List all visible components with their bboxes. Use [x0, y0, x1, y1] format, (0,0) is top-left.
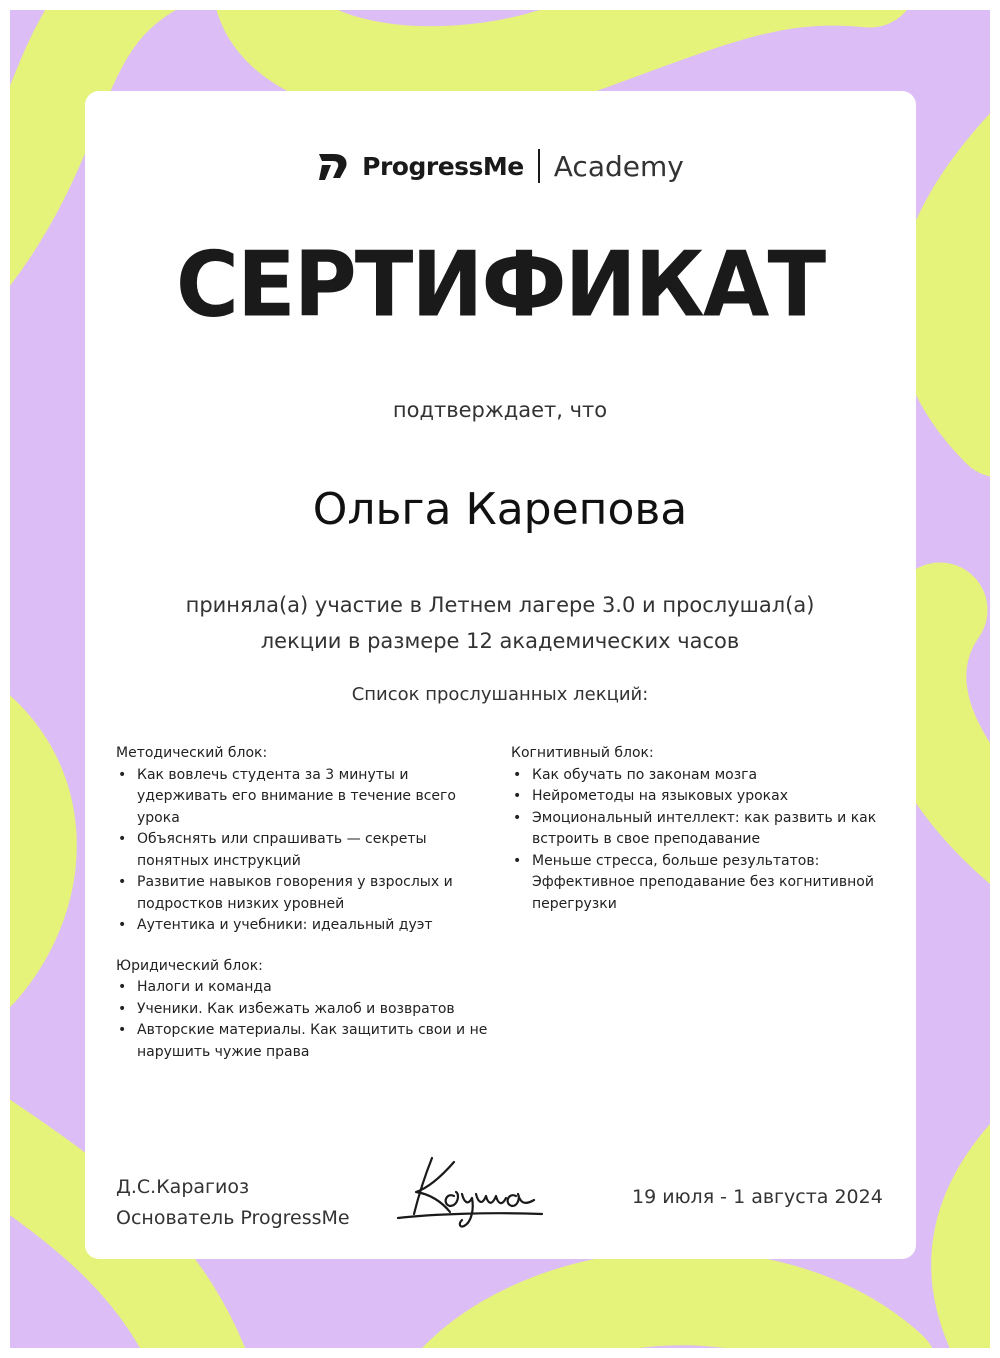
list-item: • Авторские материалы. Как защитить свои и не нарушить чужие права: [116, 1020, 496, 1063]
legal-block-title: Юридический блок:: [116, 957, 263, 974]
legal-block-list: [116, 977, 496, 1063]
certificate-title: СЕРТИФИКАТ: [175, 232, 825, 338]
list-item: • Как обучать по законам мозга: [511, 765, 891, 787]
lectures-left-column: [116, 743, 496, 1063]
lectures-right-column: [511, 743, 891, 915]
list-item: • Эмоциональный интеллект: как развить и как встроить в свое преподавание: [511, 808, 891, 851]
progressme-logo-icon: [316, 148, 352, 184]
list-item: • Меньше стресса, больше результатов: Эффективное преподавание без когнитивной перегрузки: [511, 851, 891, 916]
event-dates: 19 июля - 1 августа 2024: [632, 1186, 883, 1208]
list-item: • Развитие навыков говорения у взрослых и подростков низких уровней: [116, 872, 496, 915]
list-item: • Аутентика и учебники: идеальный дуэт: [116, 915, 496, 937]
signer-name: Д.С.Карагиоз: [116, 1176, 250, 1198]
brand-subtitle: Academy: [553, 149, 684, 183]
lectures-list-title: Список прослушанных лекций:: [351, 684, 649, 705]
cognitive-block-list: [511, 765, 891, 916]
signer-block: [116, 1172, 350, 1234]
list-item: • Объяснять или спрашивать — секреты понятных инструкций: [116, 829, 496, 872]
handwritten-signature: [392, 1148, 552, 1238]
recipient-name: Ольга Карепова: [312, 484, 688, 535]
confirms-text: подтверждает, что: [392, 398, 608, 422]
brand-header: [0, 148, 1000, 184]
list-item: • Ученики. Как избежать жалоб и возвратов: [116, 999, 496, 1021]
signer-role: Основатель ProgressMe: [116, 1207, 350, 1229]
brand-divider: [538, 149, 540, 183]
description-line: приняла(а) участие в Летнем лагере 3.0 и прослушал(а): [185, 593, 815, 617]
method-block-list: [116, 765, 496, 937]
list-item: • Нейрометоды на языковых уроках: [511, 786, 891, 808]
description-line: лекции в размере 12 академических часов: [260, 629, 740, 653]
list-item: • Налоги и команда: [116, 977, 496, 999]
method-block-title: Методический блок:: [116, 745, 268, 761]
brand-name: ProgressMe: [362, 151, 524, 181]
cognitive-block-title: Когнитивный блок:: [511, 745, 654, 761]
participation-description: [0, 587, 1000, 659]
list-item: • Как вовлечь студента за 3 минуты и удерживать его внимание в течение всего урока: [116, 765, 496, 830]
